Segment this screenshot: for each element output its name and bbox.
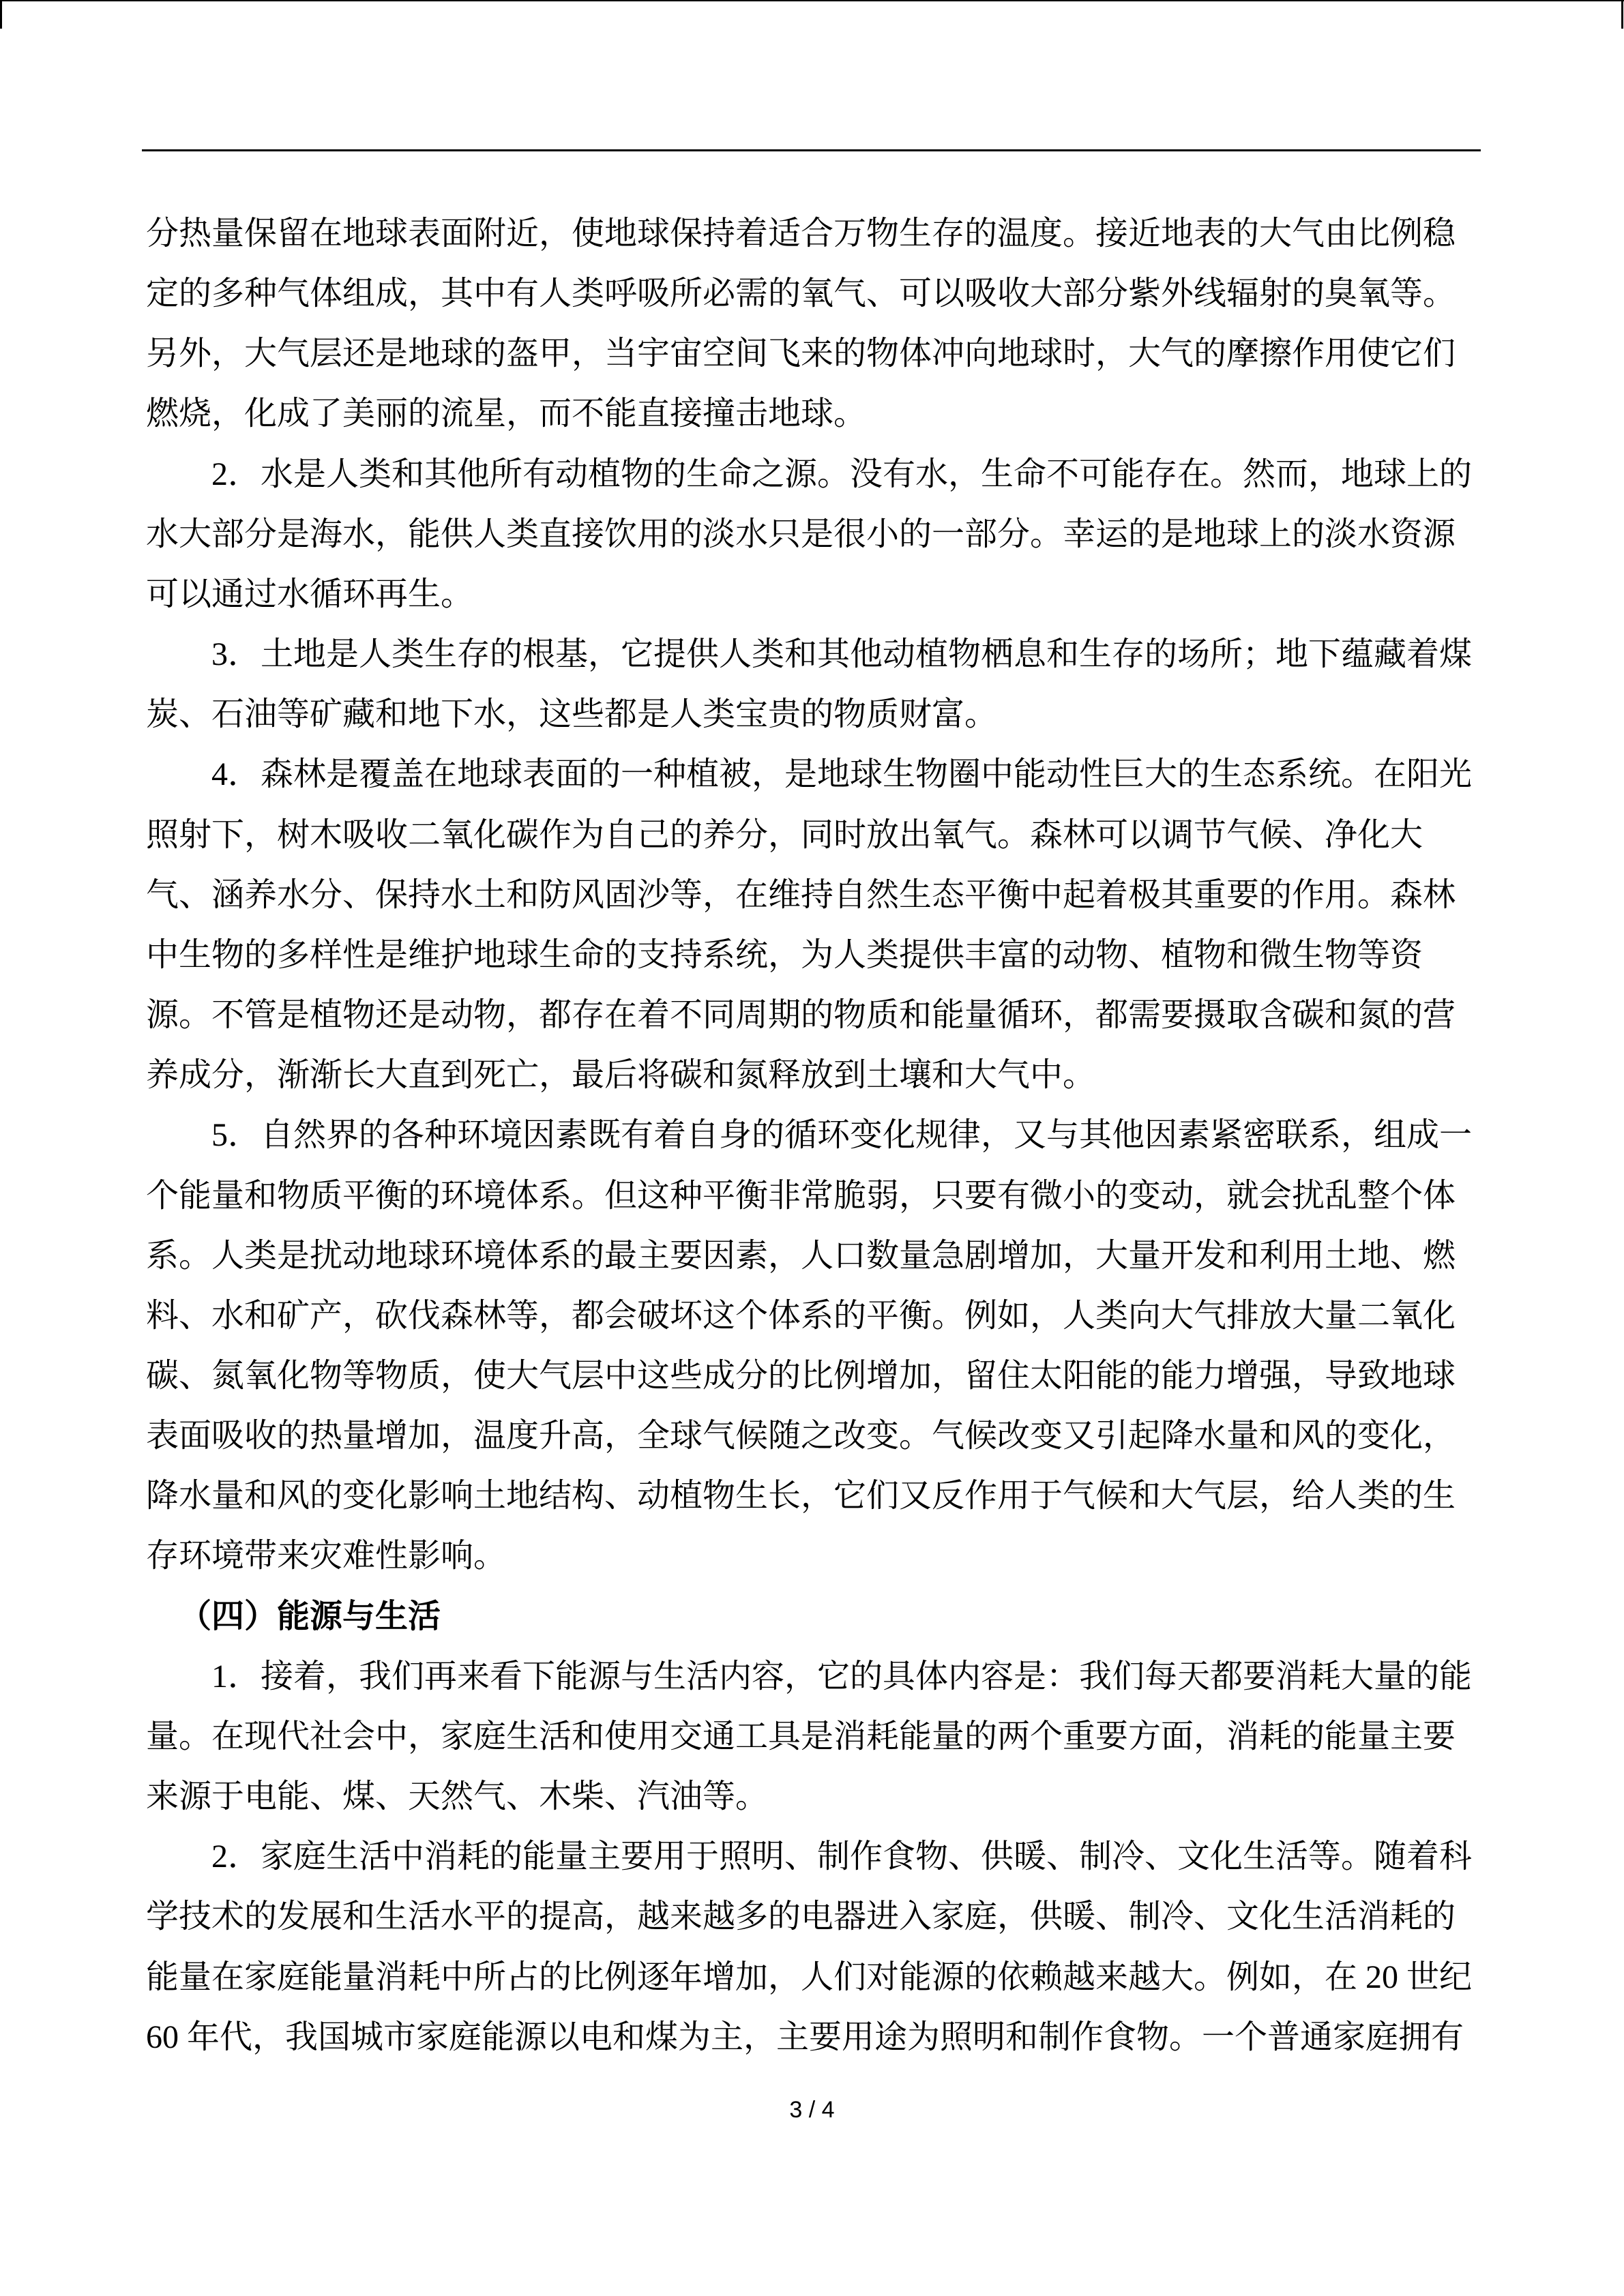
body-line: 碳、氮氧化物等物质，使大气层中这些成分的比例增加，留住太阳能的能力增强，导致地球: [146, 1357, 1456, 1394]
body-line: 炭、石油等矿藏和地下水，这些都是人类宝贵的物质财富。: [146, 696, 998, 733]
body-line: 60 年代，我国城市家庭能源以电和煤为主，主要用途为照明和制作食物。一个普通家庭拥有: [146, 2018, 1464, 2055]
body-line: 系。人类是扰动地球环境体系的最主要因素，人口数量急剧增加，大量开发和利用土地、燃: [146, 1237, 1456, 1274]
body-line: 气、涵养水分、保持水土和防风固沙等，在维持自然生态平衡中起着极其重要的作用。森林: [146, 876, 1456, 913]
paragraph-item-2: [146, 445, 1483, 625]
section-heading: （四）能源与生活: [179, 1598, 441, 1635]
body-line: 可以通过水循环再生。: [146, 576, 474, 612]
body-line: 源。不管是植物还是动物，都存在着不同周期的物质和能量循环，都需要摄取含碳和氮的营: [146, 997, 1456, 1034]
body-line: 个能量和物质平衡的环境体系。但这种平衡非常脆弱，只要有微小的变动，就会扰乱整个体: [146, 1177, 1456, 1214]
body-line: 水大部分是海水，能供人类直接饮用的淡水只是很小的一部分。幸运的是地球上的淡水资源: [146, 516, 1456, 552]
body-line: 表面吸收的热量增加，温度升高，全球气候随之改变。气候改变又引起降水量和风的变化，: [146, 1418, 1456, 1455]
paragraph-energy-1: [146, 1647, 1483, 1827]
paragraph-energy-2: [146, 1827, 1483, 2068]
body-line: 来源于电能、煤、天然气、木柴、汽油等。: [146, 1778, 769, 1815]
body-line: 养成分，渐渐长大直到死亡，最后将碳和氮释放到土壤和大气中。: [146, 1057, 1096, 1094]
body-line: 中生物的多样性是维护地球生命的支持系统，为人类提供丰富的动物、植物和微生物等资: [146, 936, 1423, 973]
body-line: 分热量保留在地球表面附近，使地球保持着适合万物生存的温度。接近地表的大气由比例稳: [146, 215, 1456, 252]
body-line: 燃烧，化成了美丽的流星，而不能直接撞击地球。: [146, 396, 867, 432]
body-line: 学技术的发展和生活水平的提高，越来越多的电器进入家庭，供暖、制冷、文化生活消耗的: [146, 1898, 1456, 1935]
body-line: 降水量和风的变化影响土地结构、动植物生长，它们又反作用于气候和大气层，给人类的生: [146, 1478, 1456, 1515]
scan-border-top: [0, 0, 1624, 1]
paragraph-item-3: [146, 625, 1483, 745]
page-number: 3 / 4: [789, 2097, 835, 2123]
body-line: 定的多种气体组成，其中有人类呼吸所必需的氧气、可以吸收大部分紫外线辐射的臭氧等。: [146, 275, 1456, 312]
body-line: 1．接着，我们再来看下能源与生活内容，它的具体内容是：我们每天都要消耗大量的能: [211, 1658, 1473, 1695]
body-line: 量。在现代社会中，家庭生活和使用交通工具是消耗能量的两个重要方面，消耗的能量主要: [146, 1718, 1456, 1755]
body-line: 能量在家庭能量消耗中所占的比例逐年增加，人们对能源的依赖越来越大。例如，在 20 世纪: [146, 1958, 1473, 1995]
body-line: 5．自然界的各种环境因素既有着自身的循环变化规律，又与其他因素紧密联系，组成一: [211, 1117, 1473, 1154]
scan-border-right: [1621, 0, 1623, 29]
paragraph-continued: [146, 204, 1483, 445]
paragraph-item-4: [146, 745, 1483, 1105]
body-line: 另外，大气层还是地球的盔甲，当宇宙空间飞来的物体冲向地球时，大气的摩擦作用使它们: [146, 336, 1456, 372]
body-line: 料、水和矿产，砍伐森林等，都会破坏这个体系的平衡。例如，人类向大气排放大量二氧化: [146, 1297, 1456, 1334]
body-text: [146, 204, 1483, 2068]
scan-border-left: [0, 0, 2, 29]
body-line: 照射下，树木吸收二氧化碳作为自己的养分，同时放出氧气。森林可以调节气候、净化大: [146, 816, 1423, 853]
header-rule: [142, 149, 1481, 151]
body-line: 2．家庭生活中消耗的能量主要用于照明、制作食物、供暖、制冷、文化生活等。随着科: [211, 1838, 1473, 1875]
body-line: 2．水是人类和其他所有动植物的生命之源。没有水，生命不可能存在。然而，地球上的: [211, 456, 1473, 492]
body-line: 存环境带来灾难性影响。: [146, 1538, 507, 1575]
paragraph-item-5: [146, 1105, 1483, 1586]
body-line: 4．森林是覆盖在地球表面的一种植被，是地球生物圈中能动性巨大的生态系统。在阳光: [211, 756, 1473, 793]
body-line: 3．土地是人类生存的根基，它提供人类和其他动植物栖息和生存的场所；地下蕴藏着煤: [211, 636, 1473, 673]
